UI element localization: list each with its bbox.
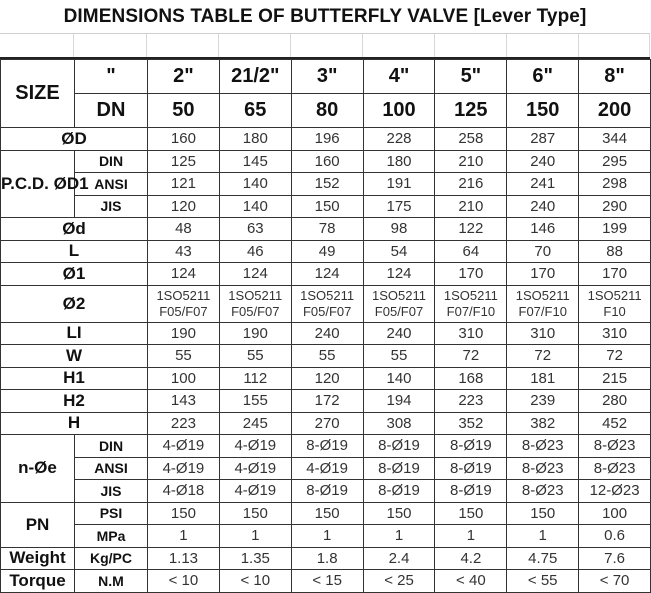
value-cell: 46 xyxy=(219,240,291,263)
value-cell: 43 xyxy=(148,240,220,263)
value-cell: 145 xyxy=(219,150,291,173)
value-cell: 1 xyxy=(219,525,291,548)
value-cell: 210 xyxy=(435,150,507,173)
row-label: Ø1 xyxy=(1,263,148,286)
value-cell: 1 xyxy=(291,525,363,548)
value-cell: 100 xyxy=(579,502,651,525)
value-cell: 100 xyxy=(148,367,220,390)
value-cell: 55 xyxy=(291,345,363,368)
table-row xyxy=(1,412,651,435)
value-cell: 1.8 xyxy=(291,547,363,570)
table-row xyxy=(1,570,651,593)
table-row xyxy=(1,173,651,196)
value-cell: 245 xyxy=(219,412,291,435)
row-label: W xyxy=(1,345,148,368)
value-cell: 8-Ø19 xyxy=(291,480,363,503)
value-cell: 241 xyxy=(507,173,579,196)
value-cell: 8-Ø19 xyxy=(363,480,435,503)
value-cell: 4-Ø19 xyxy=(219,435,291,458)
value-cell: 223 xyxy=(148,412,220,435)
value-cell: 8-Ø19 xyxy=(435,435,507,458)
value-cell: 140 xyxy=(219,173,291,196)
value-cell: 310 xyxy=(579,322,651,345)
value-cell: 196 xyxy=(291,128,363,151)
value-cell: 124 xyxy=(219,263,291,286)
value-cell: 70 xyxy=(507,240,579,263)
value-cell: 8-Ø19 xyxy=(435,457,507,480)
value-cell: 150 xyxy=(148,502,220,525)
value-cell: < 15 xyxy=(291,570,363,593)
row-label: Ød xyxy=(1,218,148,241)
value-cell: 7.6 xyxy=(579,547,651,570)
row-label: ØD xyxy=(1,128,148,151)
value-cell: 122 xyxy=(435,218,507,241)
row-label: H1 xyxy=(1,367,148,390)
value-cell: 240 xyxy=(507,195,579,218)
value-cell: 1 xyxy=(507,525,579,548)
row-label: P.C.D. ØD1 xyxy=(1,150,75,218)
value-cell: 223 xyxy=(435,390,507,413)
value-cell: 240 xyxy=(363,322,435,345)
value-cell: 150 xyxy=(435,502,507,525)
value-cell: 72 xyxy=(579,345,651,368)
value-cell: 172 xyxy=(291,390,363,413)
row-label: PN xyxy=(1,502,75,547)
value-cell: 199 xyxy=(579,218,651,241)
row-label: LI xyxy=(1,322,148,345)
row-label: Ø2 xyxy=(1,285,148,322)
value-cell: 4-Ø19 xyxy=(148,435,220,458)
row-label: H2 xyxy=(1,390,148,413)
row-label: Torque xyxy=(1,570,75,593)
value-cell: 150 xyxy=(363,502,435,525)
value-cell: 4-Ø19 xyxy=(291,457,363,480)
row-label: Weight xyxy=(1,547,75,570)
value-cell: 180 xyxy=(363,150,435,173)
value-cell: 4.75 xyxy=(507,547,579,570)
size-dn-cell: 100 xyxy=(363,94,435,128)
value-cell: 63 xyxy=(219,218,291,241)
value-cell: 4-Ø19 xyxy=(219,480,291,503)
table-row xyxy=(1,195,651,218)
value-cell: 1SO5211 F05/F07 xyxy=(148,285,220,322)
value-cell: 8-Ø19 xyxy=(435,480,507,503)
value-cell: 8-Ø19 xyxy=(363,435,435,458)
value-cell: 120 xyxy=(148,195,220,218)
value-cell: 308 xyxy=(363,412,435,435)
value-cell: 12-Ø23 xyxy=(579,480,651,503)
value-cell: 78 xyxy=(291,218,363,241)
value-cell: 4-Ø19 xyxy=(148,457,220,480)
value-cell: 290 xyxy=(579,195,651,218)
value-cell: 1 xyxy=(363,525,435,548)
value-cell: 8-Ø23 xyxy=(579,457,651,480)
value-cell: 140 xyxy=(219,195,291,218)
size-inch-cell: 8" xyxy=(579,60,651,94)
value-cell: 1SO5211 F05/F07 xyxy=(363,285,435,322)
value-cell: 310 xyxy=(435,322,507,345)
table-row xyxy=(1,367,651,390)
value-cell: 112 xyxy=(219,367,291,390)
value-cell: 55 xyxy=(219,345,291,368)
size-inch-cell: 5" xyxy=(435,60,507,94)
value-cell: 55 xyxy=(148,345,220,368)
value-cell: 180 xyxy=(219,128,291,151)
value-cell: 1SO5211 F05/F07 xyxy=(219,285,291,322)
value-cell: 2.4 xyxy=(363,547,435,570)
value-cell: 143 xyxy=(148,390,220,413)
size-dn-cell: 150 xyxy=(507,94,579,128)
value-cell: 190 xyxy=(219,322,291,345)
table-row xyxy=(1,263,651,286)
value-cell: 98 xyxy=(363,218,435,241)
value-cell: 72 xyxy=(507,345,579,368)
value-cell: 64 xyxy=(435,240,507,263)
row-sublabel: ANSI xyxy=(75,457,148,480)
table-row xyxy=(1,547,651,570)
value-cell: 298 xyxy=(579,173,651,196)
value-cell: 240 xyxy=(291,322,363,345)
value-cell: 287 xyxy=(507,128,579,151)
value-cell: 8-Ø23 xyxy=(507,435,579,458)
value-cell: 55 xyxy=(363,345,435,368)
value-cell: 4-Ø19 xyxy=(219,457,291,480)
value-cell: < 10 xyxy=(148,570,220,593)
value-cell: 48 xyxy=(148,218,220,241)
value-cell: 170 xyxy=(579,263,651,286)
value-cell: 120 xyxy=(291,367,363,390)
table-row xyxy=(1,322,651,345)
value-cell: 49 xyxy=(291,240,363,263)
value-cell: 239 xyxy=(507,390,579,413)
row-sublabel: ANSI xyxy=(75,173,148,196)
value-cell: 1.35 xyxy=(219,547,291,570)
row-sublabel: DIN xyxy=(75,150,148,173)
value-cell: 270 xyxy=(291,412,363,435)
size-dn-row xyxy=(1,94,651,128)
row-sublabel: JIS xyxy=(75,195,148,218)
value-cell: 124 xyxy=(291,263,363,286)
value-cell: 125 xyxy=(148,150,220,173)
size-dn-cell: 65 xyxy=(219,94,291,128)
table-title: DIMENSIONS TABLE OF BUTTERFLY VALVE [Lever Type] xyxy=(0,0,650,34)
value-cell: 1SO5211 F10 xyxy=(579,285,651,322)
size-inch-cell: 6" xyxy=(507,60,579,94)
size-dn-cell: 200 xyxy=(579,94,651,128)
value-cell: 170 xyxy=(435,263,507,286)
value-cell: 146 xyxy=(507,218,579,241)
row-sublabel: PSI xyxy=(75,502,148,525)
value-cell: 150 xyxy=(291,502,363,525)
value-cell: 160 xyxy=(148,128,220,151)
value-cell: 0.6 xyxy=(579,525,651,548)
value-cell: 228 xyxy=(363,128,435,151)
size-inch-cell: 3" xyxy=(291,60,363,94)
value-cell: 191 xyxy=(363,173,435,196)
value-cell: 8-Ø19 xyxy=(363,457,435,480)
value-cell: < 70 xyxy=(579,570,651,593)
size-dn-cell: 80 xyxy=(291,94,363,128)
value-cell: 150 xyxy=(507,502,579,525)
table-row xyxy=(1,285,651,322)
value-cell: 121 xyxy=(148,173,220,196)
table-row xyxy=(1,390,651,413)
row-sublabel: DIN xyxy=(75,435,148,458)
table-row xyxy=(1,525,651,548)
value-cell: 88 xyxy=(579,240,651,263)
blank-row xyxy=(0,34,650,59)
value-cell: 4.2 xyxy=(435,547,507,570)
table-row xyxy=(1,435,651,458)
value-cell: < 55 xyxy=(507,570,579,593)
value-cell: 216 xyxy=(435,173,507,196)
value-cell: 352 xyxy=(435,412,507,435)
table-row xyxy=(1,128,651,151)
table-row xyxy=(1,480,651,503)
value-cell: < 10 xyxy=(219,570,291,593)
value-cell: 344 xyxy=(579,128,651,151)
table-row xyxy=(1,502,651,525)
value-cell: 452 xyxy=(579,412,651,435)
size-inch-cell: 4" xyxy=(363,60,435,94)
value-cell: 295 xyxy=(579,150,651,173)
value-cell: 190 xyxy=(148,322,220,345)
value-cell: 8-Ø23 xyxy=(507,480,579,503)
row-label: H xyxy=(1,412,148,435)
size-dn-cell: 50 xyxy=(148,94,220,128)
value-cell: 168 xyxy=(435,367,507,390)
row-label: n-Øe xyxy=(1,435,75,503)
value-cell: 1SO5211 F07/F10 xyxy=(435,285,507,322)
row-sublabel: N.M xyxy=(75,570,148,593)
value-cell: 152 xyxy=(291,173,363,196)
value-cell: 170 xyxy=(507,263,579,286)
dn-label: DN xyxy=(75,94,148,128)
size-dn-cell: 125 xyxy=(435,94,507,128)
value-cell: 258 xyxy=(435,128,507,151)
table-row xyxy=(1,218,651,241)
row-sublabel: JIS xyxy=(75,480,148,503)
table-row xyxy=(1,240,651,263)
dimensions-table xyxy=(0,59,651,593)
value-cell: 140 xyxy=(363,367,435,390)
table-row xyxy=(1,457,651,480)
value-cell: 240 xyxy=(507,150,579,173)
value-cell: 150 xyxy=(219,502,291,525)
value-cell: 310 xyxy=(507,322,579,345)
value-cell: 72 xyxy=(435,345,507,368)
value-cell: 175 xyxy=(363,195,435,218)
value-cell: 54 xyxy=(363,240,435,263)
size-label: SIZE xyxy=(1,60,75,128)
value-cell: 1 xyxy=(148,525,220,548)
value-cell: 8-Ø23 xyxy=(507,457,579,480)
value-cell: 1 xyxy=(435,525,507,548)
value-cell: 124 xyxy=(148,263,220,286)
value-cell: 1SO5211 F05/F07 xyxy=(291,285,363,322)
value-cell: 8-Ø19 xyxy=(291,435,363,458)
value-cell: 8-Ø23 xyxy=(579,435,651,458)
value-cell: 124 xyxy=(363,263,435,286)
value-cell: 194 xyxy=(363,390,435,413)
value-cell: 382 xyxy=(507,412,579,435)
size-inch-cell: 2" xyxy=(148,60,220,94)
size-inch-row xyxy=(1,60,651,94)
value-cell: 215 xyxy=(579,367,651,390)
inch-label: " xyxy=(75,60,148,94)
value-cell: < 40 xyxy=(435,570,507,593)
row-sublabel: Kg/PC xyxy=(75,547,148,570)
row-label: L xyxy=(1,240,148,263)
value-cell: 160 xyxy=(291,150,363,173)
value-cell: 280 xyxy=(579,390,651,413)
value-cell: 181 xyxy=(507,367,579,390)
value-cell: 4-Ø18 xyxy=(148,480,220,503)
row-sublabel: MPa xyxy=(75,525,148,548)
value-cell: 1.13 xyxy=(148,547,220,570)
value-cell: 155 xyxy=(219,390,291,413)
value-cell: 1SO5211 F07/F10 xyxy=(507,285,579,322)
value-cell: 150 xyxy=(291,195,363,218)
value-cell: 210 xyxy=(435,195,507,218)
value-cell: < 25 xyxy=(363,570,435,593)
table-row xyxy=(1,345,651,368)
table-row xyxy=(1,150,651,173)
size-inch-cell: 21/2" xyxy=(219,60,291,94)
